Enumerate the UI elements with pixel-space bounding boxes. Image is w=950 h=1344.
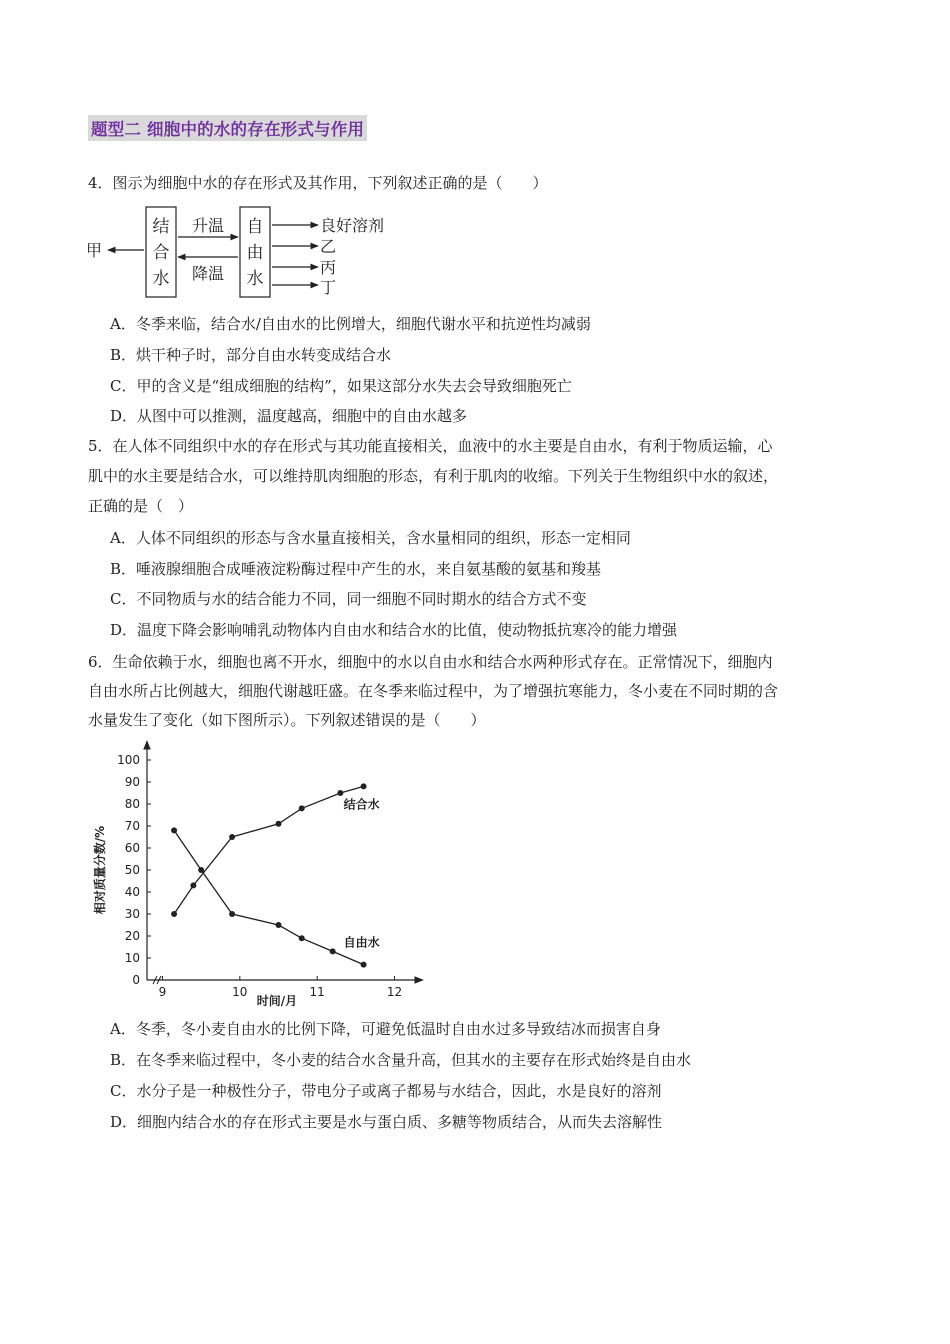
x-tick-label: 10 [232, 985, 248, 999]
y-tick-label: 50 [124, 863, 140, 877]
series-label: 结合水 [343, 797, 380, 812]
data-point [276, 821, 282, 827]
x-axis-label: 时间/月 [256, 994, 298, 1008]
q6-option-b: B．在冬季来临过程中，冬小麦的结合水含量升高，但其水的主要存在形式始终是自由水 [110, 1051, 692, 1069]
series-line-bound-water [174, 786, 364, 914]
data-point [229, 911, 235, 917]
data-point [330, 948, 336, 954]
q5-option-a: A．人体不同组织的形态与含水量直接相关，含水量相同的组织，形态一定相同 [110, 529, 631, 547]
q5-stem-line-3: 正确的是（ ） [88, 497, 194, 515]
x-tick-label: 11 [309, 985, 325, 999]
heat-label: 升温 [191, 216, 225, 235]
data-point [361, 962, 367, 968]
y-tick-label: 90 [124, 775, 140, 789]
y-tick-label: 20 [124, 929, 140, 943]
y-tick-label: 100 [117, 753, 140, 767]
q5-option-c: C．不同物质与水的结合能力不同，同一细胞不同时期水的结合方式不变 [110, 590, 587, 608]
q6-option-c: C．水分子是一种极性分子，带电分子或离子都易与水结合，因此，水是良好的溶剂 [110, 1082, 662, 1100]
data-point [171, 827, 177, 833]
q5-stem-line-2: 肌中的水主要是结合水，可以维持肌肉细胞的形态，有利于肌肉的收缩。下列关于生物组织中水的叙述， [88, 467, 779, 485]
series-label: 自由水 [343, 935, 380, 950]
bound-water-char-2: 合 [152, 243, 170, 263]
data-point [299, 935, 305, 941]
data-point [171, 911, 177, 917]
y-axis-label: 相对质量分数/% [93, 825, 107, 915]
free-water-char-2: 由 [246, 243, 264, 263]
q5-option-d: D．温度下降会影响哺乳动物体内自由水和结合水的比值，使动物抵抗寒冷的能力增强 [110, 621, 678, 639]
bound-water-char-1: 结 [152, 217, 170, 237]
data-point [299, 805, 305, 811]
q6-stem-line-2: 自由水所占比例越大，细胞代谢越旺盛。在冬季来临过程中，为了增强抗寒能力，冬小麦在不同时期的含 [88, 682, 779, 700]
q6-option-d: D．细胞内结合水的存在形式主要是水与蛋白质、多糖等物质结合，从而失去溶解性 [110, 1113, 663, 1131]
y-tick-label: 40 [124, 885, 140, 899]
solvent-label: 良好溶剂 [320, 216, 385, 235]
water-forms-diagram [80, 203, 410, 303]
y-tick-label: 60 [124, 841, 140, 855]
y-tick-label: 80 [124, 797, 140, 811]
ding-label: 丁 [320, 278, 337, 297]
series-line-free-water [174, 830, 364, 964]
q6-option-a: A．冬季，冬小麦自由水的比例下降，可避免低温时自由水过多导致结冰而损害自身 [110, 1020, 661, 1038]
q6-stem-line-3: 水量发生了变化（如下图所示）。下列叙述错误的是（ ） [88, 711, 486, 729]
free-water-char-1: 自 [246, 217, 264, 237]
data-point [337, 790, 343, 796]
q4-option-c: C．甲的含义是“组成细胞的结构”，如果这部分水失去会导致细胞死亡 [110, 377, 572, 395]
bound-water-char-3: 水 [152, 269, 170, 289]
y-tick-label: 10 [124, 951, 140, 965]
bing-label: 丙 [320, 258, 337, 277]
data-point [190, 882, 196, 888]
y-tick-label: 0 [132, 973, 140, 987]
q5-option-b: B．唾液腺细胞合成唾液淀粉酶过程中产生的水，来自氨基酸的氨基和羧基 [110, 560, 602, 578]
data-point [361, 783, 367, 789]
yi-label: 乙 [320, 237, 337, 256]
free-water-char-3: 水 [246, 269, 264, 289]
q4-option-b: B．烘干种子时，部分自由水转变成结合水 [110, 346, 392, 364]
cool-label: 降温 [191, 264, 225, 283]
jia-label: 甲 [86, 241, 103, 260]
y-tick-label: 30 [124, 907, 140, 921]
section-title: 题型二 细胞中的水的存在形式与作用 [88, 115, 367, 141]
data-point [198, 867, 204, 873]
water-content-chart [80, 735, 440, 1015]
q6-stem-line-1: 6．生命依赖于水，细胞也离不开水，细胞中的水以自由水和结合水两种形式存在。正常情况下，细胞内 [88, 653, 773, 671]
y-tick-label: 70 [124, 819, 140, 833]
q4-option-a: A．冬季来临，结合水/自由水的比例增大，细胞代谢水平和抗逆性均减弱 [110, 315, 591, 333]
q4-stem: 4．图示为细胞中水的存在形式及其作用，下列叙述正确的是（ ） [88, 174, 548, 192]
x-tick-label: 9 [158, 985, 167, 999]
q4-option-d: D．从图中可以推测，温度越高，细胞中的自由水越多 [110, 407, 468, 425]
data-point [229, 834, 235, 840]
data-point [276, 922, 282, 928]
x-tick-label: 12 [386, 985, 403, 999]
q5-stem-line-1: 5．在人体不同组织中水的存在形式与其功能直接相关，血液中的水主要是自由水，有利于物质运输，心 [88, 437, 773, 455]
